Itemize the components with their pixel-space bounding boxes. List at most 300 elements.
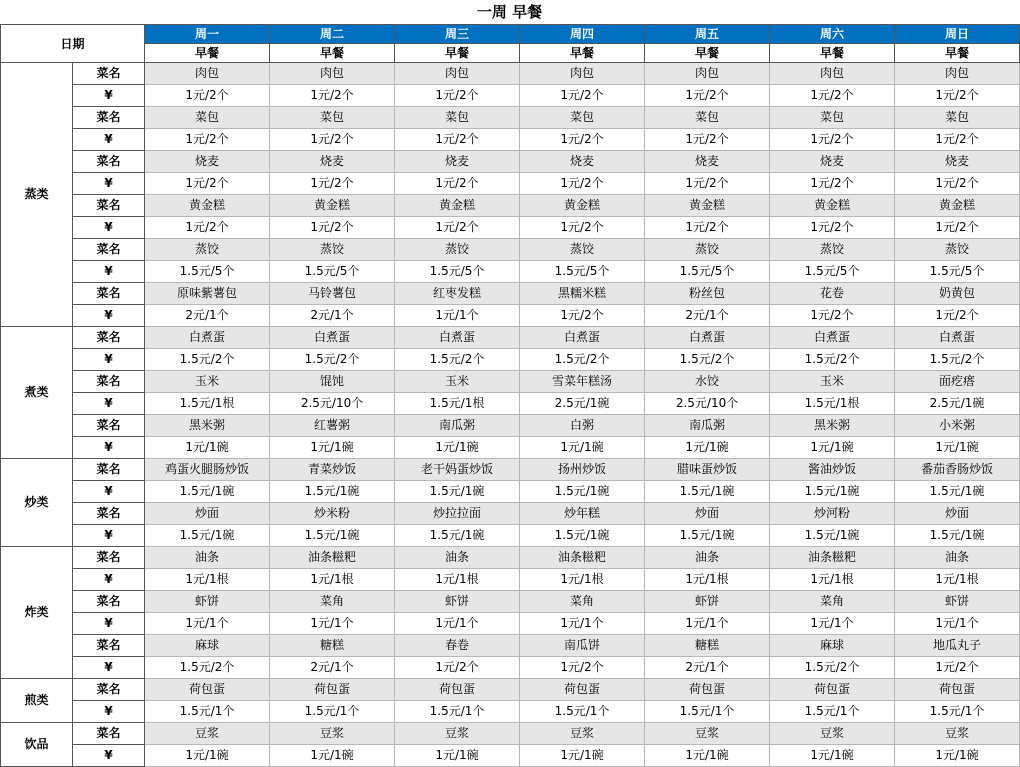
price-cell[interactable]: 1元/2个 — [770, 173, 895, 195]
price-cell[interactable]: 1.5元/2个 — [770, 657, 895, 679]
dish-name-label[interactable]: 菜名 — [73, 239, 145, 261]
dish-name-cell[interactable]: 雪菜年糕汤 — [520, 371, 645, 393]
dish-name-cell[interactable]: 菜包 — [770, 107, 895, 129]
price-label[interactable]: ¥ — [73, 129, 145, 151]
dish-name-cell[interactable]: 荷包蛋 — [395, 679, 520, 701]
day-header-cell[interactable]: 周一 — [145, 25, 270, 44]
dish-name-cell[interactable]: 肉包 — [895, 63, 1020, 85]
dish-name-cell[interactable]: 南瓜饼 — [520, 635, 645, 657]
table-row — [1, 393, 1020, 415]
table-row — [1, 107, 1020, 129]
price-cell[interactable]: 1元/1根 — [520, 569, 645, 591]
price-cell[interactable]: 1元/2个 — [270, 173, 395, 195]
dish-name-cell[interactable]: 油条 — [895, 547, 1020, 569]
dish-name-cell[interactable]: 红枣发糕 — [395, 283, 520, 305]
category-label[interactable]: 煎类 — [1, 679, 73, 723]
table-row — [1, 173, 1020, 195]
dish-name-cell[interactable]: 肉包 — [520, 63, 645, 85]
price-cell[interactable]: 1.5元/1根 — [770, 393, 895, 415]
dish-name-cell[interactable]: 白煮蛋 — [145, 327, 270, 349]
price-cell[interactable]: 1元/1个 — [645, 613, 770, 635]
dish-name-cell[interactable]: 炒拉拉面 — [395, 503, 520, 525]
price-cell[interactable]: 1元/1碗 — [395, 437, 520, 459]
dish-name-label[interactable]: 菜名 — [73, 635, 145, 657]
price-cell[interactable]: 1元/1根 — [395, 569, 520, 591]
price-cell[interactable]: 2.5元/10个 — [270, 393, 395, 415]
price-label[interactable]: ¥ — [73, 525, 145, 547]
dish-name-cell[interactable]: 豆浆 — [520, 723, 645, 745]
dish-name-cell[interactable]: 玉米 — [395, 371, 520, 393]
price-cell[interactable]: 1元/2个 — [645, 173, 770, 195]
price-cell[interactable]: 1元/2个 — [895, 305, 1020, 327]
meal-header-cell[interactable]: 早餐 — [520, 44, 645, 63]
dish-name-label[interactable]: 菜名 — [73, 371, 145, 393]
price-cell[interactable]: 1.5元/5个 — [145, 261, 270, 283]
dish-name-cell[interactable]: 原味紫薯包 — [145, 283, 270, 305]
price-cell[interactable]: 1元/1个 — [395, 613, 520, 635]
dish-name-label[interactable]: 菜名 — [73, 283, 145, 305]
dish-name-cell[interactable]: 面疙瘩 — [895, 371, 1020, 393]
day-header-cell[interactable]: 周四 — [520, 25, 645, 44]
dish-name-cell[interactable]: 白粥 — [520, 415, 645, 437]
price-cell[interactable]: 1元/2个 — [895, 173, 1020, 195]
price-cell[interactable]: 1元/2个 — [145, 129, 270, 151]
meal-header-cell[interactable]: 早餐 — [145, 44, 270, 63]
table-row — [1, 85, 1020, 107]
dish-name-cell[interactable]: 虾饼 — [645, 591, 770, 613]
dish-name-cell[interactable]: 菜角 — [270, 591, 395, 613]
dish-name-cell[interactable]: 豆浆 — [270, 723, 395, 745]
price-cell[interactable]: 1元/2个 — [270, 217, 395, 239]
dish-name-label[interactable]: 菜名 — [73, 327, 145, 349]
dish-name-cell[interactable]: 黄金糕 — [270, 195, 395, 217]
price-cell[interactable]: 1元/1碗 — [645, 437, 770, 459]
price-cell[interactable]: 1.5元/1碗 — [395, 481, 520, 503]
dish-name-cell[interactable]: 蒸饺 — [270, 239, 395, 261]
dish-name-cell[interactable]: 菜包 — [895, 107, 1020, 129]
dish-name-cell[interactable]: 黄金糕 — [770, 195, 895, 217]
dish-name-cell[interactable]: 虾饼 — [895, 591, 1020, 613]
price-cell[interactable]: 2元/1个 — [645, 305, 770, 327]
dish-name-cell[interactable]: 油条糍粑 — [770, 547, 895, 569]
price-cell[interactable]: 1.5元/1碗 — [270, 525, 395, 547]
dish-name-cell[interactable]: 烧麦 — [895, 151, 1020, 173]
price-cell[interactable]: 1.5元/1个 — [895, 701, 1020, 723]
dish-name-cell[interactable]: 奶黄包 — [895, 283, 1020, 305]
dish-name-cell[interactable]: 肉包 — [645, 63, 770, 85]
dish-name-cell[interactable]: 豆浆 — [145, 723, 270, 745]
dish-name-cell[interactable]: 春卷 — [395, 635, 520, 657]
price-cell[interactable]: 1元/2个 — [520, 657, 645, 679]
dish-name-cell[interactable]: 荷包蛋 — [520, 679, 645, 701]
dish-name-cell[interactable]: 肉包 — [145, 63, 270, 85]
price-cell[interactable]: 1元/2个 — [395, 217, 520, 239]
dish-name-cell[interactable]: 白煮蛋 — [645, 327, 770, 349]
dish-name-cell[interactable]: 水饺 — [645, 371, 770, 393]
dish-name-cell[interactable]: 炒年糕 — [520, 503, 645, 525]
price-cell[interactable]: 1元/1碗 — [770, 745, 895, 767]
price-cell[interactable]: 1元/1根 — [770, 569, 895, 591]
price-cell[interactable]: 1元/1个 — [395, 305, 520, 327]
price-cell[interactable]: 1元/1碗 — [270, 745, 395, 767]
dish-name-label[interactable]: 菜名 — [73, 195, 145, 217]
price-cell[interactable]: 1元/1碗 — [770, 437, 895, 459]
price-cell[interactable]: 1元/1碗 — [395, 745, 520, 767]
dish-name-cell[interactable]: 花卷 — [770, 283, 895, 305]
dish-name-cell[interactable]: 黄金糕 — [395, 195, 520, 217]
price-cell[interactable]: 1.5元/5个 — [770, 261, 895, 283]
table-row — [1, 437, 1020, 459]
dish-name-cell[interactable]: 马铃薯包 — [270, 283, 395, 305]
price-cell[interactable]: 1元/2个 — [645, 129, 770, 151]
dish-name-cell[interactable]: 白煮蛋 — [270, 327, 395, 349]
meal-header-cell[interactable]: 早餐 — [645, 44, 770, 63]
price-cell[interactable]: 2.5元/10个 — [645, 393, 770, 415]
dish-name-cell[interactable]: 玉米 — [145, 371, 270, 393]
dish-name-label[interactable]: 菜名 — [73, 679, 145, 701]
price-cell[interactable]: 2元/1个 — [645, 657, 770, 679]
dish-name-label[interactable]: 菜名 — [73, 415, 145, 437]
dish-name-cell[interactable]: 荷包蛋 — [770, 679, 895, 701]
price-cell[interactable]: 1元/1碗 — [145, 745, 270, 767]
dish-name-cell[interactable]: 烧麦 — [395, 151, 520, 173]
price-cell[interactable]: 1元/2个 — [395, 85, 520, 107]
dish-name-cell[interactable]: 豆浆 — [770, 723, 895, 745]
price-cell[interactable]: 1元/2个 — [145, 173, 270, 195]
day-header-cell[interactable]: 周六 — [770, 25, 895, 44]
price-cell[interactable]: 1元/2个 — [645, 85, 770, 107]
dish-name-cell[interactable]: 豆浆 — [395, 723, 520, 745]
price-cell[interactable]: 1元/1根 — [270, 569, 395, 591]
dish-name-cell[interactable]: 南瓜粥 — [395, 415, 520, 437]
price-cell[interactable]: 1.5元/2个 — [145, 349, 270, 371]
price-cell[interactable]: 1.5元/1碗 — [770, 481, 895, 503]
dish-name-cell[interactable]: 炒米粉 — [270, 503, 395, 525]
dish-name-cell[interactable]: 菜包 — [520, 107, 645, 129]
dish-name-cell[interactable]: 白煮蛋 — [770, 327, 895, 349]
price-cell[interactable]: 1.5元/1碗 — [145, 481, 270, 503]
dish-name-cell[interactable]: 黄金糕 — [895, 195, 1020, 217]
price-label[interactable]: ¥ — [73, 745, 145, 767]
dish-name-cell[interactable]: 荷包蛋 — [145, 679, 270, 701]
price-cell[interactable]: 1元/1根 — [895, 569, 1020, 591]
price-cell[interactable]: 1元/1碗 — [270, 437, 395, 459]
price-cell[interactable]: 1元/2个 — [520, 217, 645, 239]
dish-name-cell[interactable]: 老干妈蛋炒饭 — [395, 459, 520, 481]
price-cell[interactable]: 1.5元/1碗 — [395, 525, 520, 547]
dish-name-cell[interactable]: 玉米 — [770, 371, 895, 393]
price-cell[interactable]: 1元/2个 — [770, 305, 895, 327]
dish-name-cell[interactable]: 粉丝包 — [645, 283, 770, 305]
price-cell[interactable]: 1.5元/1根 — [395, 393, 520, 415]
category-label[interactable]: 煮类 — [1, 327, 73, 459]
price-cell[interactable]: 1元/2个 — [895, 129, 1020, 151]
dish-name-cell[interactable]: 蒸饺 — [645, 239, 770, 261]
dish-name-cell[interactable]: 馄饨 — [270, 371, 395, 393]
dish-name-cell[interactable]: 黄金糕 — [645, 195, 770, 217]
dish-name-cell[interactable]: 蒸饺 — [395, 239, 520, 261]
price-cell[interactable]: 1.5元/5个 — [520, 261, 645, 283]
table-row — [1, 63, 1020, 85]
price-cell[interactable]: 1.5元/5个 — [395, 261, 520, 283]
dish-name-cell[interactable]: 荷包蛋 — [895, 679, 1020, 701]
dish-name-cell[interactable]: 菜包 — [145, 107, 270, 129]
dish-name-cell[interactable]: 菜角 — [770, 591, 895, 613]
dish-name-cell[interactable]: 黑糯米糕 — [520, 283, 645, 305]
dish-name-cell[interactable]: 黑米粥 — [770, 415, 895, 437]
table-row — [1, 569, 1020, 591]
dish-name-cell[interactable]: 烧麦 — [770, 151, 895, 173]
dish-name-cell[interactable]: 烧麦 — [270, 151, 395, 173]
dish-name-cell[interactable]: 虾饼 — [395, 591, 520, 613]
price-cell[interactable]: 1.5元/1个 — [520, 701, 645, 723]
day-header-cell[interactable]: 周五 — [645, 25, 770, 44]
dish-name-cell[interactable]: 虾饼 — [145, 591, 270, 613]
dish-name-label[interactable]: 菜名 — [73, 151, 145, 173]
dish-name-label[interactable]: 菜名 — [73, 503, 145, 525]
dish-name-cell[interactable]: 蒸饺 — [145, 239, 270, 261]
dish-name-cell[interactable]: 地瓜丸子 — [895, 635, 1020, 657]
price-label[interactable]: ¥ — [73, 349, 145, 371]
meal-header-cell[interactable]: 早餐 — [895, 44, 1020, 63]
price-label[interactable]: ¥ — [73, 305, 145, 327]
dish-name-cell[interactable]: 肉包 — [270, 63, 395, 85]
price-label[interactable]: ¥ — [73, 701, 145, 723]
table-row — [1, 217, 1020, 239]
price-cell[interactable]: 1元/2个 — [520, 173, 645, 195]
price-cell[interactable]: 1元/2个 — [520, 129, 645, 151]
price-cell[interactable]: 1.5元/1碗 — [645, 481, 770, 503]
dish-name-cell[interactable]: 肉包 — [395, 63, 520, 85]
dish-name-cell[interactable]: 炒面 — [895, 503, 1020, 525]
price-cell[interactable]: 1.5元/1碗 — [895, 525, 1020, 547]
dish-name-cell[interactable]: 豆浆 — [895, 723, 1020, 745]
price-cell[interactable]: 1元/2个 — [645, 217, 770, 239]
price-cell[interactable]: 1.5元/1个 — [395, 701, 520, 723]
price-cell[interactable]: 1元/2个 — [270, 129, 395, 151]
table-row — [1, 239, 1020, 261]
dish-name-cell[interactable]: 菜包 — [645, 107, 770, 129]
price-cell[interactable]: 1元/2个 — [270, 85, 395, 107]
price-label[interactable]: ¥ — [73, 569, 145, 591]
price-cell[interactable]: 1元/1碗 — [645, 745, 770, 767]
dish-name-cell[interactable]: 白煮蛋 — [895, 327, 1020, 349]
dish-name-cell[interactable]: 荷包蛋 — [645, 679, 770, 701]
price-cell[interactable]: 1.5元/2个 — [770, 349, 895, 371]
price-label[interactable]: ¥ — [73, 657, 145, 679]
category-label[interactable]: 炸类 — [1, 547, 73, 679]
dish-name-cell[interactable]: 油条糍粑 — [270, 547, 395, 569]
table-row — [1, 481, 1020, 503]
menu-table-body — [1, 25, 1020, 767]
price-cell[interactable]: 1元/1碗 — [895, 437, 1020, 459]
price-cell[interactable]: 1元/1个 — [145, 613, 270, 635]
price-label[interactable]: ¥ — [73, 173, 145, 195]
category-label[interactable]: 炒类 — [1, 459, 73, 547]
dish-name-cell[interactable]: 白煮蛋 — [520, 327, 645, 349]
price-label[interactable]: ¥ — [73, 261, 145, 283]
price-cell[interactable]: 1.5元/1个 — [145, 701, 270, 723]
price-cell[interactable]: 1元/1碗 — [520, 745, 645, 767]
price-cell[interactable]: 2元/1个 — [145, 305, 270, 327]
dish-name-cell[interactable]: 油条糍粑 — [520, 547, 645, 569]
dish-name-cell[interactable]: 青菜炒饭 — [270, 459, 395, 481]
price-label[interactable]: ¥ — [73, 393, 145, 415]
dish-name-cell[interactable]: 黑米粥 — [145, 415, 270, 437]
price-cell[interactable]: 2元/1个 — [270, 657, 395, 679]
dish-name-label[interactable]: 菜名 — [73, 459, 145, 481]
dish-name-cell[interactable]: 小米粥 — [895, 415, 1020, 437]
table-row — [1, 371, 1020, 393]
dish-name-cell[interactable]: 麻球 — [145, 635, 270, 657]
dish-name-cell[interactable]: 白煮蛋 — [395, 327, 520, 349]
price-label[interactable]: ¥ — [73, 481, 145, 503]
dish-name-label[interactable]: 菜名 — [73, 63, 145, 85]
price-cell[interactable]: 1元/1个 — [895, 613, 1020, 635]
dish-name-label[interactable]: 菜名 — [73, 547, 145, 569]
dish-name-cell[interactable]: 烧麦 — [645, 151, 770, 173]
dish-name-cell[interactable]: 麻球 — [770, 635, 895, 657]
header-row-days — [1, 25, 1020, 44]
dish-name-cell[interactable]: 南瓜粥 — [645, 415, 770, 437]
meal-header-cell[interactable]: 早餐 — [270, 44, 395, 63]
dish-name-cell[interactable]: 烧麦 — [145, 151, 270, 173]
price-cell[interactable]: 1.5元/2个 — [395, 349, 520, 371]
category-label[interactable]: 饮品 — [1, 723, 73, 767]
price-cell[interactable]: 1元/1碗 — [145, 437, 270, 459]
price-cell[interactable]: 1元/1根 — [645, 569, 770, 591]
dish-name-cell[interactable]: 炒面 — [645, 503, 770, 525]
price-cell[interactable]: 1元/2个 — [520, 305, 645, 327]
dish-name-label[interactable]: 菜名 — [73, 107, 145, 129]
price-cell[interactable]: 1.5元/5个 — [270, 261, 395, 283]
dish-name-cell[interactable]: 油条 — [145, 547, 270, 569]
header-row-meal — [1, 44, 1020, 63]
price-cell[interactable]: 1元/1碗 — [895, 745, 1020, 767]
table-row — [1, 129, 1020, 151]
date-label[interactable]: 日期 — [1, 25, 145, 63]
dish-name-cell[interactable]: 蒸饺 — [520, 239, 645, 261]
price-cell[interactable]: 1元/1个 — [770, 613, 895, 635]
dish-name-label[interactable]: 菜名 — [73, 591, 145, 613]
price-cell[interactable]: 1.5元/5个 — [645, 261, 770, 283]
dish-name-cell[interactable]: 鸡蛋火腿肠炒饭 — [145, 459, 270, 481]
dish-name-cell[interactable]: 荷包蛋 — [270, 679, 395, 701]
price-cell[interactable]: 1.5元/2个 — [645, 349, 770, 371]
dish-name-cell[interactable]: 肉包 — [770, 63, 895, 85]
table-row — [1, 305, 1020, 327]
price-cell[interactable]: 1元/2个 — [770, 217, 895, 239]
price-label[interactable]: ¥ — [73, 217, 145, 239]
dish-name-cell[interactable]: 油条 — [645, 547, 770, 569]
dish-name-cell[interactable]: 糖糕 — [645, 635, 770, 657]
price-cell[interactable]: 1.5元/2个 — [145, 657, 270, 679]
dish-name-cell[interactable]: 酱油炒饭 — [770, 459, 895, 481]
price-cell[interactable]: 1.5元/1根 — [145, 393, 270, 415]
price-cell[interactable]: 1元/2个 — [395, 173, 520, 195]
price-cell[interactable]: 2.5元/1碗 — [895, 393, 1020, 415]
category-label[interactable]: 蒸类 — [1, 63, 73, 327]
price-cell[interactable]: 1.5元/1个 — [770, 701, 895, 723]
day-header-cell[interactable]: 周二 — [270, 25, 395, 44]
dish-name-cell[interactable]: 菜包 — [395, 107, 520, 129]
table-row — [1, 547, 1020, 569]
price-cell[interactable]: 1.5元/1碗 — [270, 481, 395, 503]
price-cell[interactable]: 1.5元/1碗 — [145, 525, 270, 547]
dish-name-cell[interactable]: 番茄香肠炒饭 — [895, 459, 1020, 481]
dish-name-label[interactable]: 菜名 — [73, 723, 145, 745]
meal-header-cell[interactable]: 早餐 — [395, 44, 520, 63]
dish-name-cell[interactable]: 油条 — [395, 547, 520, 569]
price-cell[interactable]: 1元/2个 — [395, 657, 520, 679]
price-label[interactable]: ¥ — [73, 613, 145, 635]
price-cell[interactable]: 1元/2个 — [145, 217, 270, 239]
dish-name-cell[interactable]: 黄金糕 — [145, 195, 270, 217]
price-cell[interactable]: 1元/1根 — [145, 569, 270, 591]
price-cell[interactable]: 2元/1个 — [270, 305, 395, 327]
meal-header-cell[interactable]: 早餐 — [770, 44, 895, 63]
dish-name-cell[interactable]: 菜包 — [270, 107, 395, 129]
dish-name-cell[interactable]: 腊味蛋炒饭 — [645, 459, 770, 481]
price-cell[interactable]: 1元/2个 — [895, 217, 1020, 239]
price-cell[interactable]: 1.5元/5个 — [895, 261, 1020, 283]
price-label[interactable]: ¥ — [73, 437, 145, 459]
price-cell[interactable]: 1元/2个 — [770, 85, 895, 107]
price-cell[interactable]: 1.5元/1碗 — [520, 525, 645, 547]
dish-name-cell[interactable]: 炒面 — [145, 503, 270, 525]
menu-table — [0, 24, 1020, 767]
price-cell[interactable]: 1元/1个 — [520, 613, 645, 635]
dish-name-cell[interactable]: 黄金糕 — [520, 195, 645, 217]
dish-name-cell[interactable]: 糖糕 — [270, 635, 395, 657]
price-cell[interactable]: 1元/2个 — [520, 85, 645, 107]
price-cell[interactable]: 1.5元/2个 — [895, 349, 1020, 371]
dish-name-cell[interactable]: 烧麦 — [520, 151, 645, 173]
price-cell[interactable]: 1.5元/1个 — [270, 701, 395, 723]
price-cell[interactable]: 1.5元/2个 — [520, 349, 645, 371]
price-cell[interactable]: 1.5元/1碗 — [520, 481, 645, 503]
sheet-title[interactable]: 一周 早餐 — [0, 0, 1019, 25]
dish-name-cell[interactable]: 红薯粥 — [270, 415, 395, 437]
price-cell[interactable]: 1元/1个 — [270, 613, 395, 635]
price-cell[interactable]: 2.5元/1碗 — [520, 393, 645, 415]
dish-name-cell[interactable]: 扬州炒饭 — [520, 459, 645, 481]
table-row — [1, 261, 1020, 283]
dish-name-cell[interactable]: 蒸饺 — [895, 239, 1020, 261]
price-cell[interactable]: 1.5元/1碗 — [895, 481, 1020, 503]
price-cell[interactable]: 1.5元/2个 — [270, 349, 395, 371]
price-cell[interactable]: 1元/2个 — [770, 129, 895, 151]
dish-name-cell[interactable]: 菜角 — [520, 591, 645, 613]
dish-name-cell[interactable]: 蒸饺 — [770, 239, 895, 261]
day-header-cell[interactable]: 周日 — [895, 25, 1020, 44]
table-row — [1, 283, 1020, 305]
price-cell[interactable]: 1元/1碗 — [520, 437, 645, 459]
table-row — [1, 657, 1020, 679]
price-cell[interactable]: 1元/2个 — [395, 129, 520, 151]
price-cell[interactable]: 1元/2个 — [145, 85, 270, 107]
price-cell[interactable]: 1.5元/1碗 — [770, 525, 895, 547]
price-label[interactable]: ¥ — [73, 85, 145, 107]
table-row — [1, 723, 1020, 745]
day-header-cell[interactable]: 周三 — [395, 25, 520, 44]
dish-name-cell[interactable]: 豆浆 — [645, 723, 770, 745]
dish-name-cell[interactable]: 炒河粉 — [770, 503, 895, 525]
price-cell[interactable]: 1元/2个 — [895, 657, 1020, 679]
price-cell[interactable]: 1.5元/1碗 — [645, 525, 770, 547]
price-cell[interactable]: 1.5元/1个 — [645, 701, 770, 723]
price-cell[interactable]: 1元/2个 — [895, 85, 1020, 107]
